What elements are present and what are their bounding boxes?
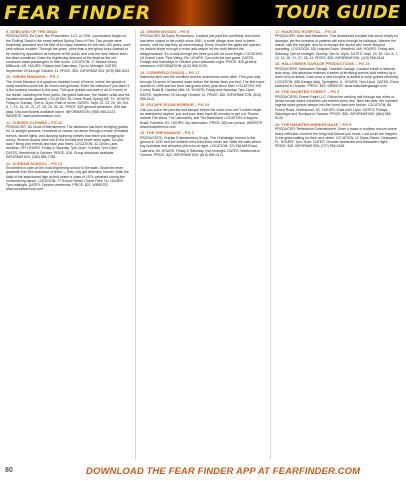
- listing-body: Enrollment is open at the most frightening school in the state. Students never graduate from this institution of terror — they only get detention forever. Walk the halls of the abandoned high school where a class of 1974 vanished during the homecoming dance. LOCATION: 77 School Street, Clover Park, NJ. HOURS: 7pm-midnight. DATES: October weekends. PRICE: $22. WEBSITE: www.screamschool.com: [6, 165, 129, 192]
- listing-body: PRODUCER: Dark Hall Attractions. This abandoned hospital has stood empty for decades, yet the screams of patients still echo through its hallways. Wander the wards, visit the morgue, and try to escape the doctor who never stopped operating. LOCATION: 100 Hospital Drive, Westfield, MA. HOURS: Friday and Saturday 7pm to midnight, Sunday 7pm to 10pm. DATES: Sept. 29, 30; Oct. 6, 7, 13, 14, 20, 21, 27, 28, 31. PRICE: $25. INFORMATION: (413) 555-0144.: [275, 34, 399, 60]
- column-1: [6, 30, 131, 462]
- listing-entry: [6, 162, 131, 192]
- download-app-link[interactable]: DOWNLOAD THE FEAR FINDER APP AT FEARFINDER.COM: [86, 466, 361, 477]
- listing-title: 16. THE ORPHANAGE – PG 3: [140, 131, 194, 136]
- fear-finder-logo: FEAR FINDER: [4, 2, 151, 24]
- listing-title: 12. SCREAM SCHOOL – PG 14: [6, 161, 63, 166]
- listing-body: PRODUCERS: Forest Fright LLC. Follow the winding trail through two miles of dense woods where creatures lurk behind every tree. New this year, the haunted hayride takes guests deeper into the forest than ever before. LOCATION: 88 Forest Road, Greenwood, SC. HOURS: Dusk until 11pm. DATES: Fridays, Saturdays and Sundays in October. PRICE: $20. INFORMATION: (864) 555-0133.: [275, 94, 398, 121]
- listing-entry: [6, 121, 131, 160]
- listing-entry: [275, 62, 400, 88]
- listing-entry: [275, 90, 400, 120]
- listing-entry: [140, 30, 265, 69]
- listing-title: 20. THE HAUNTED MIRROR MAZE – PG 9: [275, 122, 352, 127]
- listing-body: PRODUCERS: Ed Cone, Bix Productions, LLC. In 1991, construction began on the 'Rolling' Dead in the newly settled Spring Town of Flint. Two people were frequently wounded and the fate of so many travelers for the next 100 years, were sent without incident. Through the years, more than a few ghost tours claimed to be visited by apparitions as keepers of the world, and now the new visitors learn the dead wandered. Enter the frightening deboard of the dead as the old conductor takes passengers to their doom. LOCATION: 17 Walnut Wood, Millbrook, AR. HOURS: Fridays and Saturdays, 7pm to Midnight. DATES: September 29 through October 31. PRICE: $20. INFORMATION: (870) 555-3012.: [6, 34, 131, 73]
- listing-body: Darkness falls over the cornfield and the scarecrows come alive. Find your way through 15 acres of haunted maze before the farmer finds you first. The first maze opened in 1998 and the farm has grown every year since then. LOCATION: 900 County Road B, Harvest Hills, IA. HOURS: Friday and Saturday 7pm-11pm. DATES: September 29 through October 31. PRICE: $20. INFORMATION: (515) 555-0142.: [140, 75, 265, 101]
- listing-title: 13. GRIMM WOODS – PG 8: [140, 30, 190, 34]
- listing-title: 9. DEBOARD OF THE DEAD: [6, 30, 58, 34]
- listing-entry: [140, 103, 265, 129]
- listing-entry: [6, 75, 131, 118]
- listing-title: 19. THE HAUNTED FOREST – PG 5: [275, 90, 340, 95]
- listing-body: PRODUCER: Reflections Entertainment. Enter a maze of endless mirrors where every reflection could be the thing that follows you home. Lost souls are trapped in the glass waiting for their next victim. LOCATION: 12 Glass Street, Clearwater, FL. HOURS: 7pm-11pm. DATES: October weekends and Halloween night. PRICE: $18. INFORMATION: (727) 555-0155.: [275, 127, 398, 149]
- listing-entry: [140, 131, 265, 157]
- listing-body: The Creek Mansion is a spacious haunted home of horror, where the ghosts of many travelers prowl the 40 rooms and grounds. Enter the mansion if you dare! It is the scariest mansion in the area. This year guests can walk in all 40 rooms of the house, including the front parlor, the grand ballroom, the hidden cellar and the haunted servants' quarters. LOCATION: 51 Creek Road, Spring Hill, TX. HOURS: Friday to Sunday, 7pm to 11pm. Rain or shine. DATES: Sept. 22, 23, 29, 30; Oct. 6, 7, 13, 14, 20, 21, 27, 28, 29, 30, 31. PRICE: $25 general admission, $35 fast pass. Discount tickets available online. INFORMATION: (555) 555-0123. WEBSITE: www.creekmansion.com: [6, 79, 130, 119]
- listing-entry: [275, 30, 400, 60]
- listing-title: 11. CURSED CLOWNS – PG 22: [6, 120, 63, 125]
- column-divider: [270, 30, 271, 460]
- listing-title: 17. HAUNTED HOSPITAL – PG 10: [275, 30, 337, 34]
- listing-title: 18. HALLOWEEN GARAGE PRODUCTIONS – PG 19: [275, 62, 370, 67]
- listing-title: 14. CORNFIELD CHAOS – PG 17: [140, 70, 200, 75]
- column-2: [140, 30, 265, 462]
- column-3: [275, 30, 400, 462]
- listing-entry: [140, 71, 265, 101]
- listing-title: 10. CREEK MANSION – PG 3: [6, 75, 59, 80]
- listing-body: PRODUCERS: Orphan Entertainment Group. The Orphanage burned to the ground in 1932 and the children who lived there never left. Walk the halls where tiny footsteps and whispers still echo at night. LOCATION: 321 Old Mill Road, Lakeview, MI. HOURS: Friday & Saturday 7pm-midnight. DATES: Weekends in October. PRICE: $22. INFORMATION: (616) 555-0171.: [140, 135, 262, 158]
- listing-title: 15. ESCAPE ROOM HORROR – PG 24: [140, 103, 210, 108]
- listing-entry: [275, 123, 400, 149]
- column-divider: [135, 30, 136, 460]
- listing-body: PRODUCERS: Halloween Garage, Haunted Garage. Located inside a restored auto shop, this attraction features a series of terrifying scenes built entirely by a team of local artists. Each year a new storyline is added to keep guests returning. LOCATION: 456 Garage Way, Springfield, IL. HOURS: 7pm-11pm. DATES: Every weekend in October. PRICE: $15. WEBSITE: www.halloweengarage.com: [275, 66, 399, 88]
- tour-guide-title: TOUR GUIDE: [274, 2, 400, 23]
- listing-body: Can you solve the puzzles and escape before the clock runs out? Locked inside an abandoned asylum, you and your team have 60 minutes to get out. Rooms include The Ward, The Laboratory, and The Basement. LOCATION: 6 Asylum Road, Fairview, KS. HOURS: By reservation. PRICE: $30 per person. WEBSITE: www.escapehorror.com: [140, 107, 264, 129]
- listing-entry: [6, 30, 131, 73]
- listing-body: PRODUCER: All Souls Productions. Located just past the cornfields, this forest has been closed to the public since 1951. A small village once lived in these woods, until the day they all went missing. Every October the gates are opened for visitors brave enough to enter and search for the truth behind the disappearance. It's a walk through the trees you will not soon forget. LOCATION: 18 Grimm Lane, Pine Valley, PA. HOURS: 7pm until the last guest. DATES: Fridays and Saturdays in October plus Halloween night. PRICE: $25 general admission. INFORMATION: (610) 555-0199.: [140, 34, 263, 69]
- header-banner: [0, 0, 406, 26]
- listing-body: PRODUCER: 3D Clown Entertainment. The attraction has been terrifying guests for 11 straight seasons. Hundreds of clowns run amok through a maze of twisted mirrors, strobe lights, and dizzying spinning tunnels that leave you begging for mercy. Several clowns were lost in the tunnels and never seen again. Do you dare? Bring your friends and face your fears. LOCATION: 42 Circus Lane, Ashland, OH. HOURS: Friday & Saturday 7pm-11pm, Sunday 7pm-10pm. DATES: Weekends in October. PRICE: $18. Group discounts available. INFORMATION: (330) 555-7788.: [6, 124, 129, 160]
- page-number: 80: [5, 467, 13, 474]
- footer-bar: [0, 464, 406, 480]
